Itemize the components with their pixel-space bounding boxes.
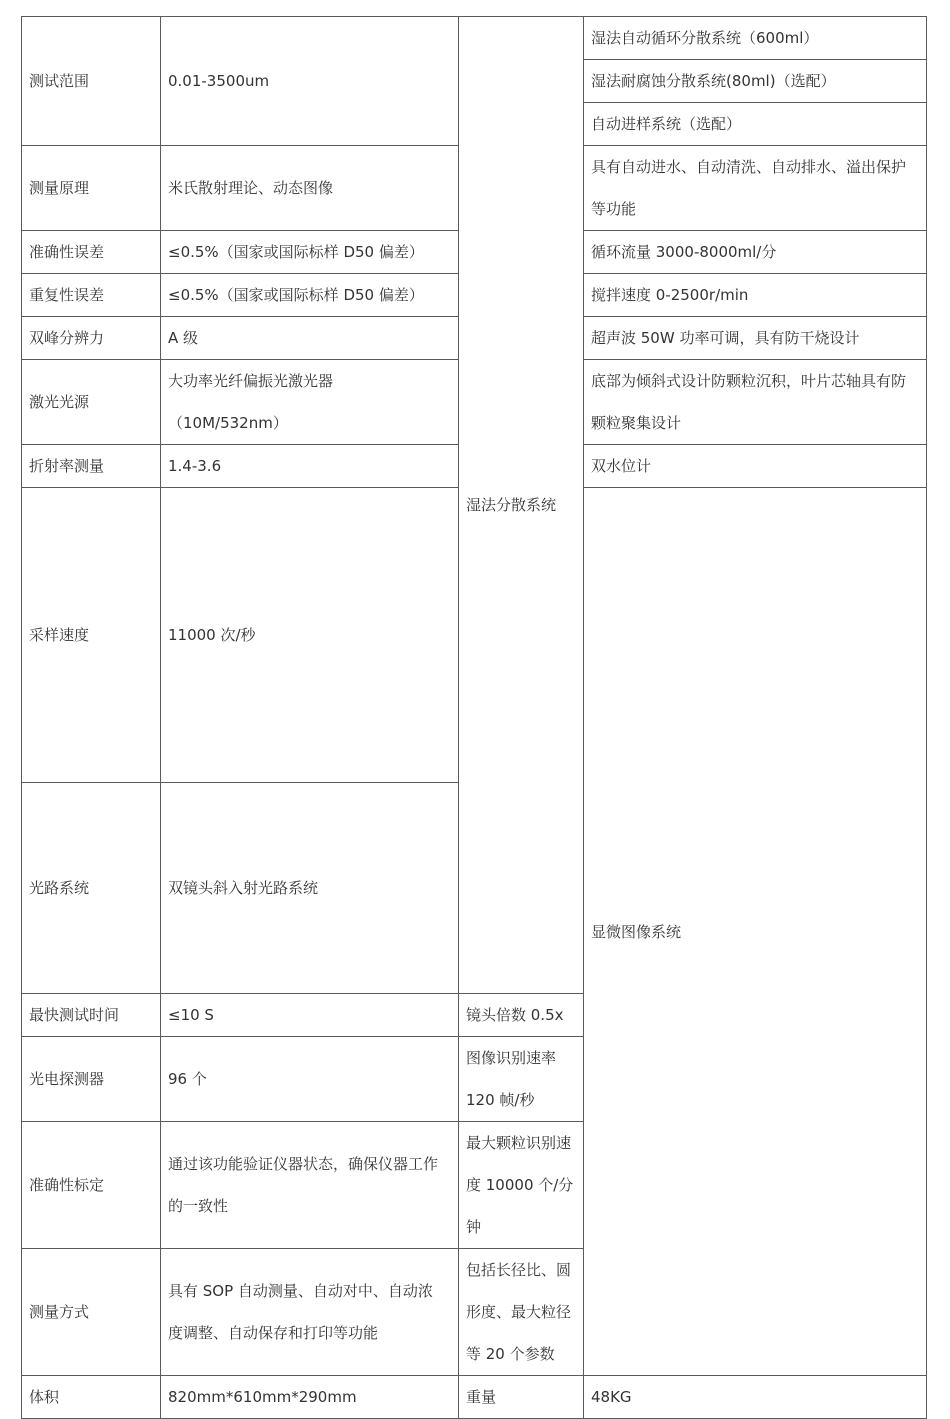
row-label: 重复性误差 (22, 274, 161, 317)
row-label: 双峰分辨力 (22, 317, 161, 360)
weight-label: 重量 (459, 1376, 584, 1419)
row-value (161, 1249, 459, 1376)
row-value (161, 1122, 459, 1249)
row-label: 激光光源 (22, 360, 161, 445)
micro-item: 包括长径比、圆形度、最大粒径等 20 个参数 (459, 1249, 584, 1376)
row-value: ≤10 S (161, 994, 459, 1037)
wet-item-line: 等功能 (591, 200, 637, 218)
row-value-line: 度调整、自动保存和打印等功能 (168, 1324, 379, 1342)
row-label: 准确性误差 (22, 231, 161, 274)
weight-value: 48KG (584, 1376, 927, 1419)
row-label: 测量方式 (22, 1249, 161, 1376)
row-value: 820mm*610mm*290mm (161, 1376, 459, 1419)
row-label: 测量原理 (22, 146, 161, 231)
row-value: ≤0.5%（国家或国际标样 D50 偏差） (161, 231, 459, 274)
wet-item: 双水位计 (584, 445, 927, 488)
row-label: 测试范围 (22, 17, 161, 146)
row-value-line: 的一致性 (168, 1197, 229, 1215)
wet-item: 循环流量 3000-8000ml/分 (584, 231, 927, 274)
wet-item-line: 底部为倾斜式设计防颗粒沉积，叶片芯轴具有防 (591, 372, 907, 390)
wet-item-line: 颗粒聚集设计 (591, 414, 682, 432)
row-label: 光电探测器 (22, 1037, 161, 1122)
wet-item-line: 具有自动进水、自动清洗、自动排水、溢出保护 (591, 158, 907, 176)
row-value: 96 个 (161, 1037, 459, 1122)
row-value: 双镜头斜入射光路系统 (161, 783, 459, 994)
row-value-line: （10M/532nm） (168, 414, 288, 432)
row-value-line: 具有 SOP 自动测量、自动对中、自动浓 (168, 1282, 433, 1300)
row-value-line: 通过该功能验证仪器状态，确保仪器工作 (168, 1155, 439, 1173)
wet-item: 湿法耐腐蚀分散系统(80ml)（选配） (584, 60, 927, 103)
wet-item: 超声波 50W 功率可调，具有防干烧设计 (584, 317, 927, 360)
row-value: 米氏散射理论、动态图像 (161, 146, 459, 231)
wet-item: 自动进样系统（选配） (584, 103, 927, 146)
micro-item: 镜头倍数 0.5x (459, 994, 584, 1037)
row-label: 采样速度 (22, 488, 161, 783)
row-label: 最快测试时间 (22, 994, 161, 1037)
wet-item: 湿法自动循环分散系统（600ml） (584, 17, 927, 60)
spec-table-container (21, 16, 927, 1419)
table-row (22, 1376, 927, 1419)
row-value (161, 360, 459, 445)
wet-dispersion-group-label: 湿法分散系统 (459, 17, 584, 994)
wet-item: 搅拌速度 0-2500r/min (584, 274, 927, 317)
micro-item: 最大颗粒识别速度 10000 个/分钟 (459, 1122, 584, 1249)
row-value: 11000 次/秒 (161, 488, 459, 783)
micro-item: 图像识别速率 120 帧/秒 (459, 1037, 584, 1122)
row-value-line: 大功率光纤偏振光激光器 (168, 372, 334, 390)
row-label: 光路系统 (22, 783, 161, 994)
row-label: 体积 (22, 1376, 161, 1419)
microscopic-imaging-group-label: 显微图像系统 (584, 488, 927, 1376)
row-value: ≤0.5%（国家或国际标样 D50 偏差） (161, 274, 459, 317)
row-value: 0.01-3500um (161, 17, 459, 146)
spec-table (21, 16, 927, 1419)
row-label: 折射率测量 (22, 445, 161, 488)
row-label: 准确性标定 (22, 1122, 161, 1249)
wet-item (584, 146, 927, 231)
row-value: 1.4-3.6 (161, 445, 459, 488)
wet-item (584, 360, 927, 445)
row-value: A 级 (161, 317, 459, 360)
table-row (22, 17, 927, 60)
